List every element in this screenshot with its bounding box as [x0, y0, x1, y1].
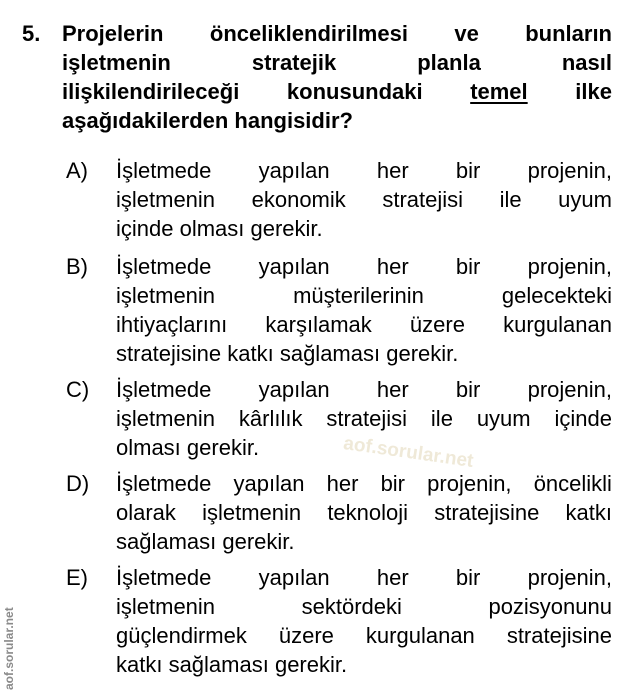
text-line: ilişkilendirileceği konusundaki temel ilke [62, 79, 612, 104]
option-letter: C) [66, 377, 90, 402]
text-line: güçlendirmek üzere kurgulanan stratejisine [116, 623, 612, 648]
option-text [116, 469, 612, 556]
text-line: işletmenin stratejik planla nasıl [62, 50, 612, 75]
option-letter: E) [66, 565, 88, 590]
text-line: İşletmede yapılan her bir projenin, öncelikli [116, 471, 612, 496]
text-line: işletmenin sektördeki pozisyonunu [116, 594, 612, 619]
option-letter: A) [66, 158, 88, 183]
emphasis-underline: temel [470, 79, 528, 104]
text-line: stratejisine katkı sağlaması gerekir. [116, 341, 459, 366]
text-line: olarak işletmenin teknoloji stratejisine katkı [116, 500, 612, 525]
side-watermark: aof.sorular.net [2, 607, 16, 690]
text-line: içinde olması gerekir. [116, 216, 323, 241]
text-line: aşağıdakilerden hangisidir? [62, 108, 353, 133]
option-text [116, 563, 612, 679]
text-line: işletmenin müşterilerinin gelecekteki [116, 283, 612, 308]
option-letter: B) [66, 254, 88, 279]
watermark: aof.sorular.net [342, 433, 475, 473]
option-letter: D) [66, 471, 90, 496]
question-text [62, 19, 612, 135]
option-text [116, 156, 612, 243]
option-text [116, 252, 612, 368]
text-line: sağlaması gerekir. [116, 529, 295, 554]
text-line: Projelerin önceliklendirilmesi ve bunların [62, 21, 612, 46]
text-line: ihtiyaçlarını karşılamak üzere kurgulanan [116, 312, 612, 337]
text-line: İşletmede yapılan her bir projenin, [116, 158, 612, 183]
text-line: katkı sağlaması gerekir. [116, 652, 348, 677]
text-line: olması gerekir. [116, 435, 260, 460]
text-line: İşletmede yapılan her bir projenin, [116, 565, 612, 590]
question-number: 5. [22, 21, 41, 46]
text-line: İşletmede yapılan her bir projenin, [116, 377, 612, 402]
text-line: işletmenin ekonomik stratejisi ile uyum [116, 187, 612, 212]
text-line: işletmenin kârlılık stratejisi ile uyum içinde [116, 406, 612, 431]
text-line: İşletmede yapılan her bir projenin, [116, 254, 612, 279]
